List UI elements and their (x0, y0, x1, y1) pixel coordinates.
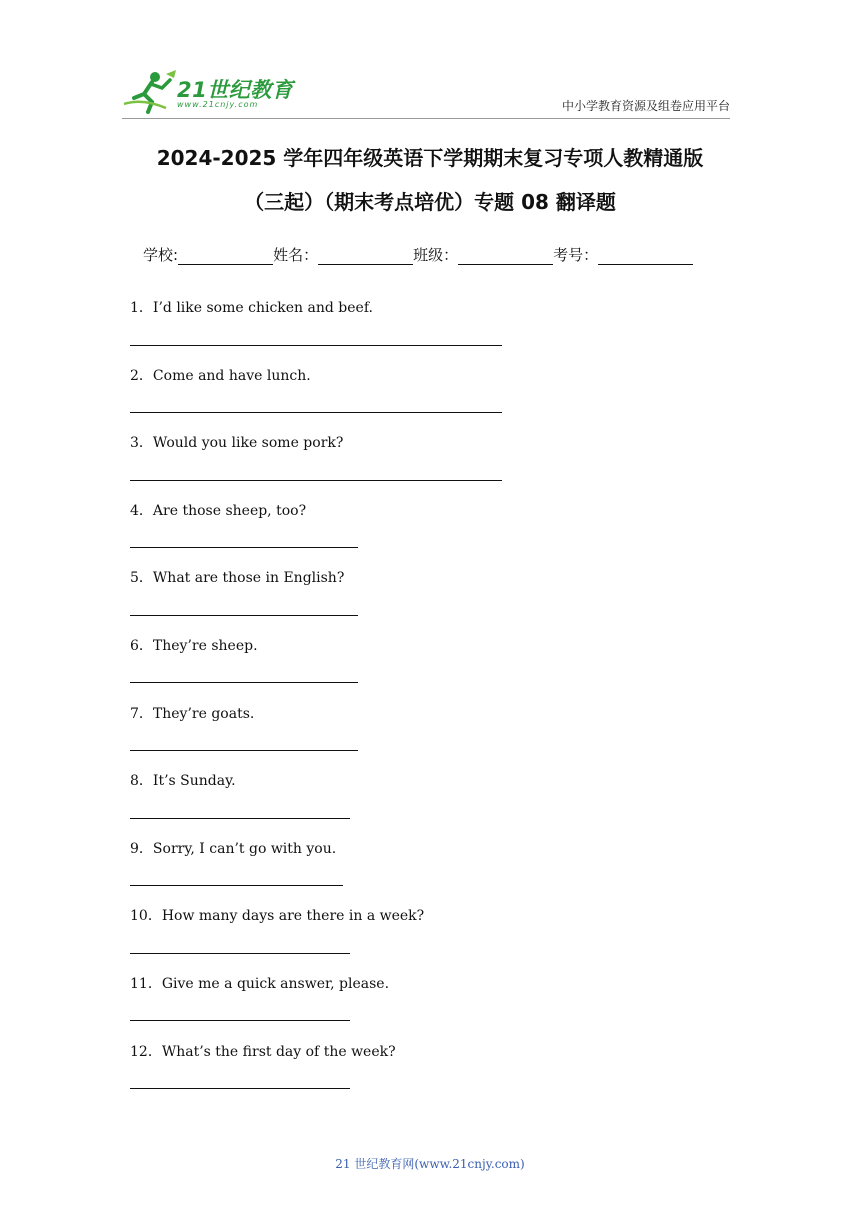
question-number: 4． (130, 503, 153, 519)
question-number: 5． (130, 570, 153, 586)
question-item (130, 432, 343, 452)
question-text: How many days are there in a week? (161, 908, 425, 924)
answer-line[interactable] (130, 682, 358, 683)
answer-line[interactable] (130, 818, 350, 819)
question-text: Sorry, I can’t go with you. (152, 841, 337, 857)
question-number: 12． (130, 1044, 162, 1060)
answer-line[interactable] (130, 480, 502, 481)
class-label: 班级： (413, 246, 459, 264)
answer-line[interactable] (130, 1020, 350, 1021)
question-text: Are those sheep, too? (152, 503, 307, 519)
header-tagline: 中小学教育资源及组卷应用平台 (561, 99, 730, 113)
question-text: Come and have lunch. (152, 368, 311, 384)
logo-url: www.21cnjy.com (177, 100, 259, 109)
question-text: Give me a quick answer, please. (161, 976, 390, 992)
number-blank[interactable] (598, 246, 693, 265)
question-text: I’d like some chicken and beef. (152, 300, 373, 316)
school-blank[interactable] (178, 246, 273, 265)
question-number: 9． (130, 841, 153, 857)
question-item (130, 838, 336, 858)
answer-line[interactable] (130, 615, 358, 616)
question-number: 8． (130, 773, 153, 789)
question-text: They’re sheep. (152, 638, 258, 654)
answer-line[interactable] (130, 1088, 350, 1089)
document-title-line2: （三起）（期末考点培优）专题 08 翻译题 (244, 190, 616, 214)
question-number: 3． (130, 435, 153, 451)
question-number: 11． (130, 976, 162, 992)
answer-line[interactable] (130, 412, 502, 413)
question-item (130, 297, 373, 317)
question-item (130, 905, 424, 925)
site-logo (122, 68, 292, 114)
question-item (130, 365, 311, 385)
question-number: 10． (130, 908, 162, 924)
question-item (130, 703, 254, 723)
question-text: It’s Sunday. (152, 773, 236, 789)
question-item (130, 1041, 396, 1061)
footer-text: 21 世纪教育网(www.21cnjy.com) (335, 1157, 525, 1171)
student-info-row (143, 244, 693, 265)
number-label: 考号： (553, 246, 599, 264)
name-blank[interactable] (318, 246, 413, 265)
question-item (130, 635, 258, 655)
question-number: 1． (130, 300, 153, 316)
question-number: 2． (130, 368, 153, 384)
answer-line[interactable] (130, 953, 350, 954)
question-item (130, 500, 306, 520)
runner-logo-icon (122, 68, 178, 114)
question-text: What’s the first day of the week? (161, 1044, 396, 1060)
name-label: 姓名： (273, 246, 319, 264)
question-number: 6． (130, 638, 153, 654)
question-text: What are those in English? (152, 570, 345, 586)
answer-line[interactable] (130, 750, 358, 751)
question-item (130, 567, 344, 587)
document-title-line1: 2024-2025 学年四年级英语下学期期末复习专项人教精通版 (156, 146, 704, 170)
question-text: They’re goats. (152, 706, 255, 722)
logo-text: 21世纪教育 (177, 78, 294, 102)
answer-line[interactable] (130, 345, 502, 346)
answer-line[interactable] (130, 885, 343, 886)
class-blank[interactable] (458, 246, 553, 265)
question-number: 7． (130, 706, 153, 722)
question-text: Would you like some pork? (152, 435, 344, 451)
school-label: 学校: (143, 246, 179, 264)
question-item (130, 770, 236, 790)
header-divider (122, 118, 730, 119)
answer-line[interactable] (130, 547, 358, 548)
question-item (130, 973, 389, 993)
